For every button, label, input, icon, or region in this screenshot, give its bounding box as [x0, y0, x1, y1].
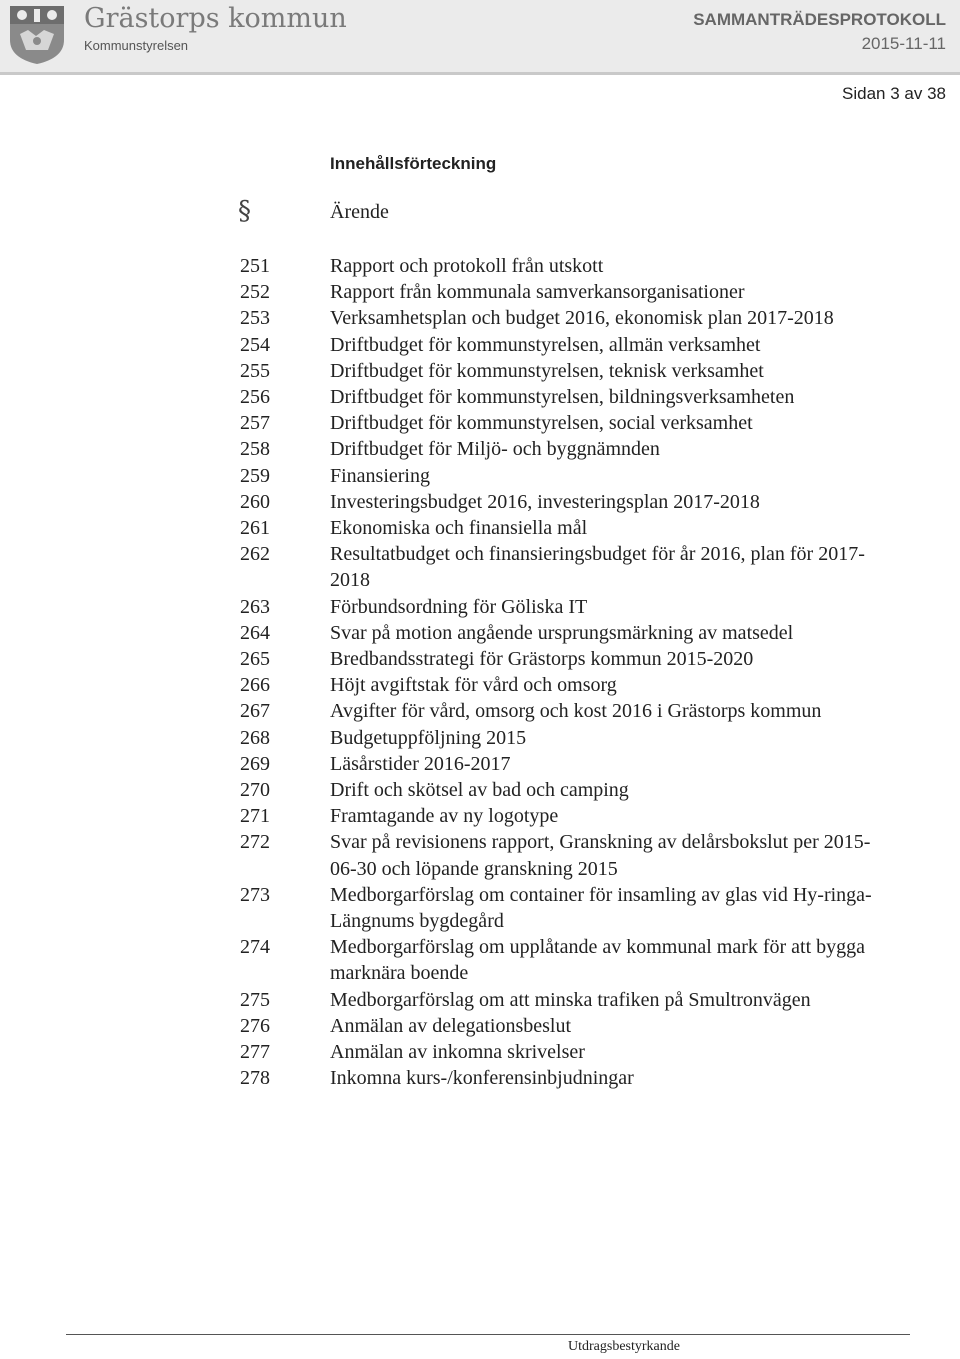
item-title: Driftbudget för kommunstyrelsen, bildningsverksamheten: [330, 386, 795, 409]
document-type: SAMMANTRÄDESPROTOKOLL: [693, 10, 946, 29]
item-number: 263: [240, 595, 270, 618]
toc-row: [240, 541, 900, 593]
item-title: Investeringsbudget 2016, investeringsplan 2017-2018: [330, 490, 760, 513]
toc-row: [240, 672, 900, 698]
item-title: Driftbudget för kommunstyrelsen, social verksamhet: [330, 412, 753, 435]
toc-row: [240, 725, 900, 751]
toc-row: [240, 358, 900, 384]
footer-divider: [66, 1334, 910, 1335]
item-title: Driftbudget för Miljö- och byggnämnden: [330, 438, 660, 461]
column-header-matter: Ärende: [330, 201, 389, 223]
item-title: Höjt avgiftstak för vård och omsorg: [330, 674, 617, 697]
item-number: 271: [240, 805, 270, 828]
organization-name: Grästorps kommun: [84, 3, 347, 34]
toc-title: Innehållsförteckning: [330, 154, 497, 173]
item-number: 256: [240, 386, 270, 409]
item-number: 269: [240, 752, 270, 775]
toc-row: [240, 279, 900, 305]
item-title: Drift och skötsel av bad och camping: [330, 779, 629, 802]
toc-row: [240, 1065, 900, 1091]
item-title: Rapport och protokoll från utskott: [330, 255, 604, 277]
item-number: 261: [240, 517, 270, 540]
item-number: 262: [240, 543, 270, 566]
item-number: 274: [240, 936, 270, 959]
toc-row: [240, 305, 900, 331]
item-number: 254: [240, 333, 270, 356]
toc-row: [240, 489, 900, 515]
item-title: Läsårstider 2016-2017: [330, 752, 511, 775]
item-number: 265: [240, 648, 270, 671]
item-number: 267: [240, 700, 270, 723]
municipality-crest-icon: [8, 4, 66, 66]
toc-row: [240, 698, 900, 724]
item-number: 251: [240, 255, 270, 277]
item-number: 260: [240, 490, 270, 513]
item-title: Medborgarförslag om att minska trafiken på Smultronvägen: [330, 988, 811, 1011]
item-number: 278: [240, 1067, 270, 1090]
item-title: Budgetuppföljning 2015: [330, 726, 527, 749]
toc-row: [240, 436, 900, 462]
organization-department: Kommunstyrelsen: [84, 38, 189, 53]
toc-row: [240, 463, 900, 489]
item-number: 257: [240, 412, 270, 435]
footer-verification-label: Utdragsbestyrkande: [568, 1339, 680, 1354]
page-number: Sidan 3 av 38: [842, 84, 946, 103]
item-title: Bredbandsstrategi för Grästorps kommun 2015-2020: [330, 648, 754, 671]
item-number: 275: [240, 988, 270, 1011]
item-title: Medborgarförslag om upplåtande av kommunal mark för att bygga marknära boende: [330, 936, 866, 985]
item-title: Resultatbudget och finansieringsbudget för år 2016, plan för 2017-2018: [330, 543, 865, 592]
item-number: 258: [240, 438, 270, 461]
item-title: Anmälan av inkomna skrivelser: [330, 1041, 585, 1064]
item-title: Ekonomiska och finansiella mål: [330, 517, 588, 540]
document-date: 2015-11-11: [861, 34, 946, 53]
item-number: 259: [240, 464, 270, 487]
toc-row: [240, 1013, 900, 1039]
toc-row: [240, 829, 900, 881]
toc-row: [240, 646, 900, 672]
toc-row: [240, 515, 900, 541]
item-title: Förbundsordning för Göliska IT: [330, 595, 588, 618]
table-of-contents: [240, 253, 900, 1092]
page-header: [0, 0, 960, 75]
toc-row: [240, 410, 900, 436]
toc-row: [240, 1039, 900, 1065]
toc-row: [240, 594, 900, 620]
toc-row: [240, 384, 900, 410]
item-title: Avgifter för vård, omsorg och kost 2016 i Grästorps kommun: [330, 700, 822, 723]
item-title: Driftbudget för kommunstyrelsen, teknisk verksamhet: [330, 359, 764, 382]
item-number: 268: [240, 726, 270, 749]
item-number: 276: [240, 1014, 270, 1037]
toc-row: [240, 803, 900, 829]
item-title: Driftbudget för kommunstyrelsen, allmän verksamhet: [330, 333, 761, 356]
item-number: 255: [240, 359, 270, 382]
item-number: 252: [240, 281, 270, 304]
item-number: 264: [240, 621, 270, 644]
toc-row: [240, 253, 900, 279]
item-title: Medborgarförslag om container för insamling av glas vid Hy-ringa- Längnums bygdegård: [330, 883, 872, 933]
item-number: 253: [240, 307, 270, 330]
toc-row: [240, 332, 900, 358]
item-number: 266: [240, 674, 270, 697]
item-title: Finansiering: [330, 464, 430, 487]
toc-row: [240, 882, 900, 934]
item-title: Svar på motion angående ursprungsmärkning av matsedel: [330, 621, 794, 644]
item-title: Anmälan av delegationsbeslut: [330, 1014, 572, 1037]
item-title: Rapport från kommunala samverkansorganisationer: [330, 281, 745, 304]
section-sign-icon: §: [238, 196, 251, 226]
toc-row: [240, 751, 900, 777]
item-title: Verksamhetsplan och budget 2016, ekonomisk plan 2017-2018: [330, 307, 834, 330]
toc-row: [240, 987, 900, 1013]
item-number: 270: [240, 779, 270, 802]
toc-row: [240, 934, 900, 986]
item-title: Framtagande av ny logotype: [330, 805, 559, 828]
item-number: 272: [240, 831, 270, 854]
item-title: Inkomna kurs-/konferensinbjudningar: [330, 1067, 634, 1090]
item-title: Svar på revisionens rapport, Granskning av delårsbokslut per 2015-06-30 och löpande granskning 2015: [330, 831, 871, 880]
toc-row: [240, 777, 900, 803]
item-number: 277: [240, 1041, 270, 1064]
toc-row: [240, 620, 900, 646]
item-number: 273: [240, 883, 270, 906]
